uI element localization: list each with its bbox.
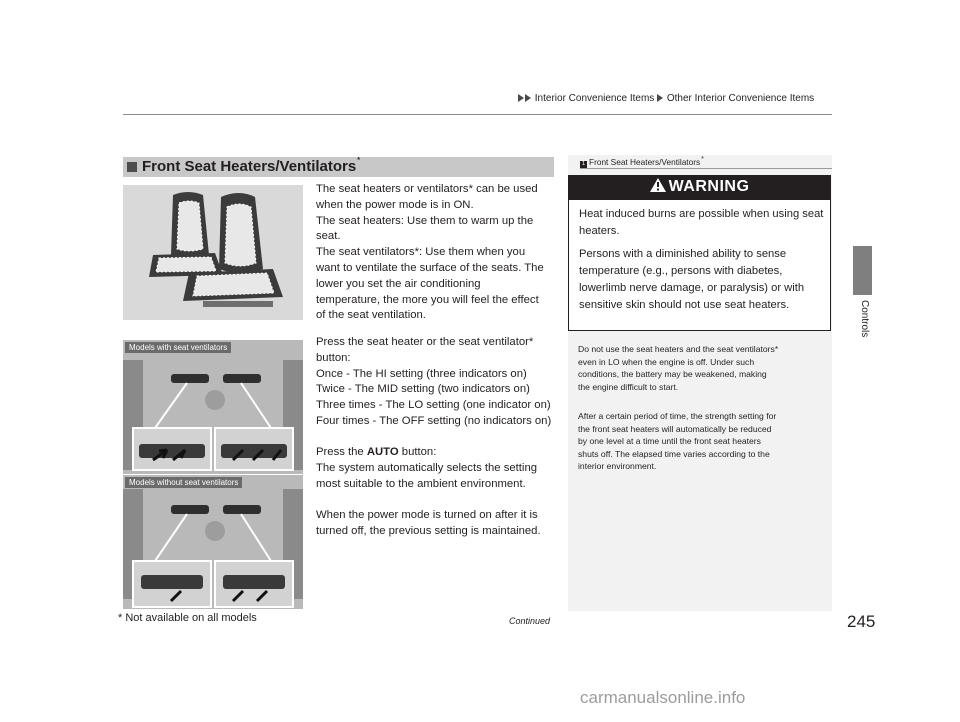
battery-note: Do not use the seat heaters and the seat ventilators* even in LO when the engine is off. Under such conditions, the battery may be weakened, making the engine difficult to start.	[578, 344, 779, 392]
breadcrumb-item[interactable]: Other Interior Convenience Items	[666, 93, 815, 104]
auto-button-label: AUTO	[366, 446, 399, 458]
image-label: Models with seat ventilators	[125, 342, 231, 353]
watermark: carmanualsonline.info	[580, 688, 746, 707]
sidebar-title: 1 Front Seat Heaters/Ventilators*	[581, 156, 704, 167]
auto-reduce-note: After a certain period of time, the strength setting for the front seat heaters will automatically be reduced by one level at a time until the front seat heaters shuts off. The elapsed time varies according to the interior environment.	[578, 411, 777, 472]
sidebar-divider	[580, 168, 832, 169]
breadcrumb-arrow-icon	[657, 94, 663, 102]
chapter-tab-marker	[853, 246, 872, 295]
button-settings-paragraph: Press the seat heater or the seat ventilator* button: Once - The HI setting (three indicators on) Twice - The MID setting (two indicators on) Three times - The LO setting (one indicator on) Four times - The OFF setting (no indicators on)	[316, 336, 552, 427]
sidebar-marker-icon: 1	[581, 161, 586, 167]
warning-header: WARNING	[569, 176, 830, 200]
memory-paragraph: When the power mode is turned on after it is turned off, the previous setting is maintained.	[316, 509, 541, 537]
breadcrumb	[518, 93, 814, 104]
continued-label: Continued	[509, 616, 551, 626]
chapter-tab-label[interactable]: Controls	[859, 300, 870, 338]
page-number: 245	[847, 612, 876, 631]
console-with-ventilators-image	[123, 340, 303, 474]
auto-button-paragraph: Press the AUTO button: The system automatically selects the setting most suitable to the ambient environment.	[316, 446, 538, 490]
warning-triangle-icon	[650, 178, 666, 192]
image-label: Models without seat ventilators	[125, 477, 242, 488]
section-title: Front Seat Heaters/Ventilators*	[142, 157, 360, 175]
console-without-ventilators-image	[123, 475, 303, 609]
breadcrumb-arrow-icon	[518, 94, 524, 102]
warning-box	[568, 175, 831, 331]
section-square-icon	[127, 162, 137, 172]
warning-text: Heat induced burns are possible when using seat heaters. Persons with a diminished ability to sense temperature (e.g., persons with diabetes, lowerlimb nerve damage, or paralysis) or with sensitive skin should not use seat heaters.	[579, 208, 824, 311]
header-divider	[123, 114, 832, 115]
footnote: * Not available on all models	[118, 612, 257, 624]
breadcrumb-item[interactable]: Interior Convenience Items	[534, 93, 655, 104]
intro-paragraph: The seat heaters or ventilators* can be used when the power mode is in ON. The seat heaters: Use them to warm up the seat. The seat ventilators*: Use them when you want to ventilate the surface of the seats. The lower you set the air conditioning temperature, the more you will feel the effect of the seat ventilation.	[316, 183, 544, 322]
seat-illustration	[123, 185, 303, 320]
section-heading	[123, 157, 554, 177]
breadcrumb-arrow-icon	[525, 94, 531, 102]
